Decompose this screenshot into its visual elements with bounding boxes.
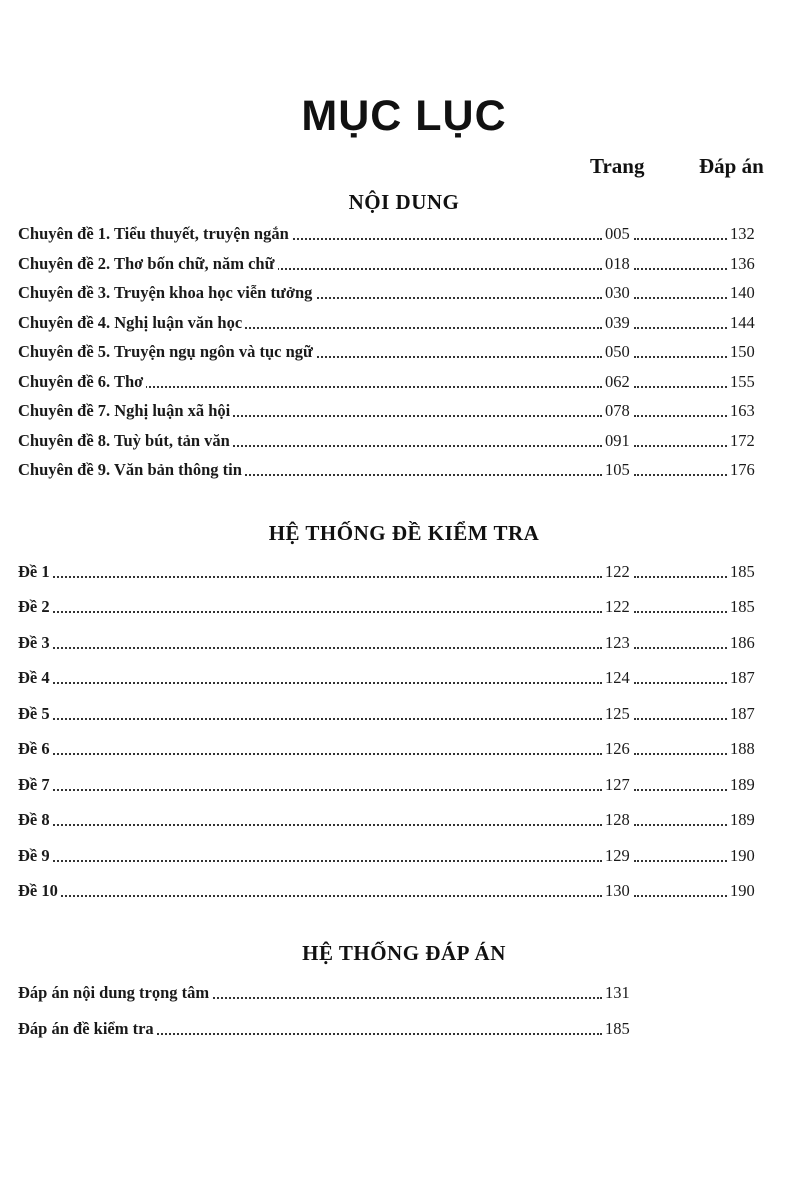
toc-entry-page: 128 bbox=[605, 810, 630, 829]
toc-entry[interactable] bbox=[18, 737, 758, 761]
dot-leader bbox=[634, 356, 727, 358]
dot-leader bbox=[634, 789, 727, 791]
toc-entry-label: Chuyên đề 2. Thơ bốn chữ, năm chữ bbox=[18, 254, 278, 274]
dot-leader bbox=[18, 576, 602, 578]
dot-leader bbox=[18, 682, 602, 684]
toc-entry-page: 131 bbox=[605, 983, 630, 1002]
dot-leader bbox=[634, 647, 727, 649]
toc-entry[interactable] bbox=[18, 808, 758, 832]
toc-entry-label: Đề 1 bbox=[18, 562, 53, 582]
toc-entry[interactable] bbox=[18, 666, 758, 690]
toc-entry-page: 091 bbox=[605, 431, 630, 450]
toc-entry-page: 123 bbox=[605, 633, 630, 652]
dot-leader bbox=[18, 611, 602, 613]
column-header-answer: Đáp án bbox=[699, 154, 764, 178]
dot-leader bbox=[18, 753, 602, 755]
toc-entry-page: 105 bbox=[605, 460, 630, 479]
toc-entry-answer-page: 187 bbox=[730, 704, 755, 723]
toc-entry-page: 124 bbox=[605, 668, 630, 687]
toc-entry[interactable] bbox=[18, 844, 758, 868]
page-title: MỤC LỤC bbox=[301, 92, 507, 140]
dot-leader bbox=[18, 824, 602, 826]
column-header-page: Trang bbox=[590, 154, 645, 178]
toc-entry-page: 125 bbox=[605, 704, 630, 723]
toc-entry-page: 005 bbox=[605, 224, 630, 243]
toc-entry-page: 078 bbox=[605, 401, 630, 420]
toc-entry-answer-page: 190 bbox=[730, 881, 755, 900]
dot-leader bbox=[18, 789, 602, 791]
toc-entry[interactable] bbox=[18, 429, 758, 453]
toc-entry-page: 130 bbox=[605, 881, 630, 900]
toc-entry-label: Chuyên đề 1. Tiểu thuyết, truyện ngắn bbox=[18, 224, 292, 244]
dot-leader bbox=[634, 445, 727, 447]
toc-entry-label: Đề 4 bbox=[18, 668, 53, 688]
toc-entry-label: Đề 8 bbox=[18, 810, 53, 830]
toc-entry-answer-page: 185 bbox=[730, 562, 755, 581]
toc-entry-label: Đáp án nội dung trọng tâm bbox=[18, 983, 212, 1003]
toc-entry-answer-page: 189 bbox=[730, 775, 755, 794]
dot-leader bbox=[634, 611, 727, 613]
toc-entry-answer-page: 176 bbox=[730, 460, 755, 479]
toc-entry-answer-page: 185 bbox=[730, 597, 755, 616]
toc-entry[interactable] bbox=[18, 252, 758, 276]
section-heading-dap-an: HỆ THỐNG ĐÁP ÁN bbox=[302, 941, 506, 965]
toc-entry-answer-page: 189 bbox=[730, 810, 755, 829]
toc-entry-label: Đề 2 bbox=[18, 597, 53, 617]
dot-leader bbox=[634, 474, 727, 476]
dot-leader bbox=[634, 682, 727, 684]
dot-leader bbox=[634, 386, 727, 388]
toc-entry[interactable] bbox=[18, 1017, 758, 1041]
section-heading-de-kiem-tra: HỆ THỐNG ĐỀ KIỂM TRA bbox=[268, 521, 540, 545]
toc-entry[interactable] bbox=[18, 773, 758, 797]
toc-entry-answer-page: 140 bbox=[730, 283, 755, 302]
toc-entry-label: Đề 9 bbox=[18, 846, 53, 866]
toc-entry-label: Đáp án đề kiểm tra bbox=[18, 1019, 157, 1039]
toc-entry-label: Chuyên đề 8. Tuỳ bút, tản văn bbox=[18, 431, 233, 451]
toc-entry-page: 126 bbox=[605, 739, 630, 758]
toc-entry-label: Đề 10 bbox=[18, 881, 61, 901]
toc-entry-page: 062 bbox=[605, 372, 630, 391]
dot-leader bbox=[18, 718, 602, 720]
dot-leader bbox=[18, 860, 602, 862]
toc-entry-page: 129 bbox=[605, 846, 630, 865]
toc-entry[interactable] bbox=[18, 399, 758, 423]
toc-entry-label: Chuyên đề 3. Truyện khoa học viễn tưởng bbox=[18, 283, 315, 303]
toc-entry-label: Chuyên đề 5. Truyện ngụ ngôn và tục ngữ bbox=[18, 342, 316, 362]
toc-entry[interactable] bbox=[18, 458, 758, 482]
toc-entry-answer-page: 163 bbox=[730, 401, 755, 420]
toc-entry-page: 122 bbox=[605, 597, 630, 616]
toc-entry-answer-page: 172 bbox=[730, 431, 755, 450]
dot-leader bbox=[634, 415, 727, 417]
dot-leader bbox=[634, 753, 727, 755]
toc-entry-page: 050 bbox=[605, 342, 630, 361]
dot-leader bbox=[634, 860, 727, 862]
toc-entry[interactable] bbox=[18, 340, 758, 364]
toc-entry-page: 039 bbox=[605, 313, 630, 332]
toc-entry-page: 185 bbox=[605, 1019, 630, 1038]
toc-entry-label: Đề 6 bbox=[18, 739, 53, 759]
toc-entry-answer-page: 132 bbox=[730, 224, 755, 243]
toc-entry-answer-page: 190 bbox=[730, 846, 755, 865]
toc-entry-label: Đề 5 bbox=[18, 704, 53, 724]
toc-entry[interactable] bbox=[18, 281, 758, 305]
toc-entry-answer-page: 136 bbox=[730, 254, 755, 273]
toc-entry-page: 122 bbox=[605, 562, 630, 581]
toc-entry[interactable] bbox=[18, 631, 758, 655]
dot-leader bbox=[634, 268, 727, 270]
toc-entry-answer-page: 155 bbox=[730, 372, 755, 391]
toc-entry[interactable] bbox=[18, 222, 758, 246]
toc-entry[interactable] bbox=[18, 311, 758, 335]
toc-entry-answer-page: 187 bbox=[730, 668, 755, 687]
toc-entry-page: 030 bbox=[605, 283, 630, 302]
toc-entry-label: Chuyên đề 4. Nghị luận văn học bbox=[18, 313, 245, 333]
toc-entry[interactable] bbox=[18, 595, 758, 619]
toc-entry[interactable] bbox=[18, 702, 758, 726]
section-heading-noi-dung: NỘI DUNG bbox=[348, 190, 460, 214]
toc-entry-page: 127 bbox=[605, 775, 630, 794]
toc-entry-answer-page: 186 bbox=[730, 633, 755, 652]
dot-leader bbox=[634, 895, 727, 897]
toc-entry[interactable] bbox=[18, 560, 758, 584]
toc-entry-label: Chuyên đề 6. Thơ bbox=[18, 372, 146, 392]
dot-leader bbox=[634, 297, 727, 299]
toc-entry-answer-page: 188 bbox=[730, 739, 755, 758]
dot-leader bbox=[634, 718, 727, 720]
toc-entry[interactable] bbox=[18, 981, 758, 1005]
toc-entry-label: Chuyên đề 9. Văn bản thông tin bbox=[18, 460, 245, 480]
dot-leader bbox=[18, 895, 602, 897]
toc-entry-label: Đề 3 bbox=[18, 633, 53, 653]
dot-leader bbox=[634, 238, 727, 240]
dot-leader bbox=[634, 576, 727, 578]
toc-entry-answer-page: 150 bbox=[730, 342, 755, 361]
toc-entry[interactable] bbox=[18, 370, 758, 394]
dot-leader bbox=[634, 824, 727, 826]
toc-entry[interactable] bbox=[18, 879, 758, 903]
toc-entry-label: Chuyên đề 7. Nghị luận xã hội bbox=[18, 401, 233, 421]
toc-entry-page: 018 bbox=[605, 254, 630, 273]
toc-entry-label: Đề 7 bbox=[18, 775, 53, 795]
toc-entry-answer-page: 144 bbox=[730, 313, 755, 332]
dot-leader bbox=[18, 647, 602, 649]
dot-leader bbox=[634, 327, 727, 329]
